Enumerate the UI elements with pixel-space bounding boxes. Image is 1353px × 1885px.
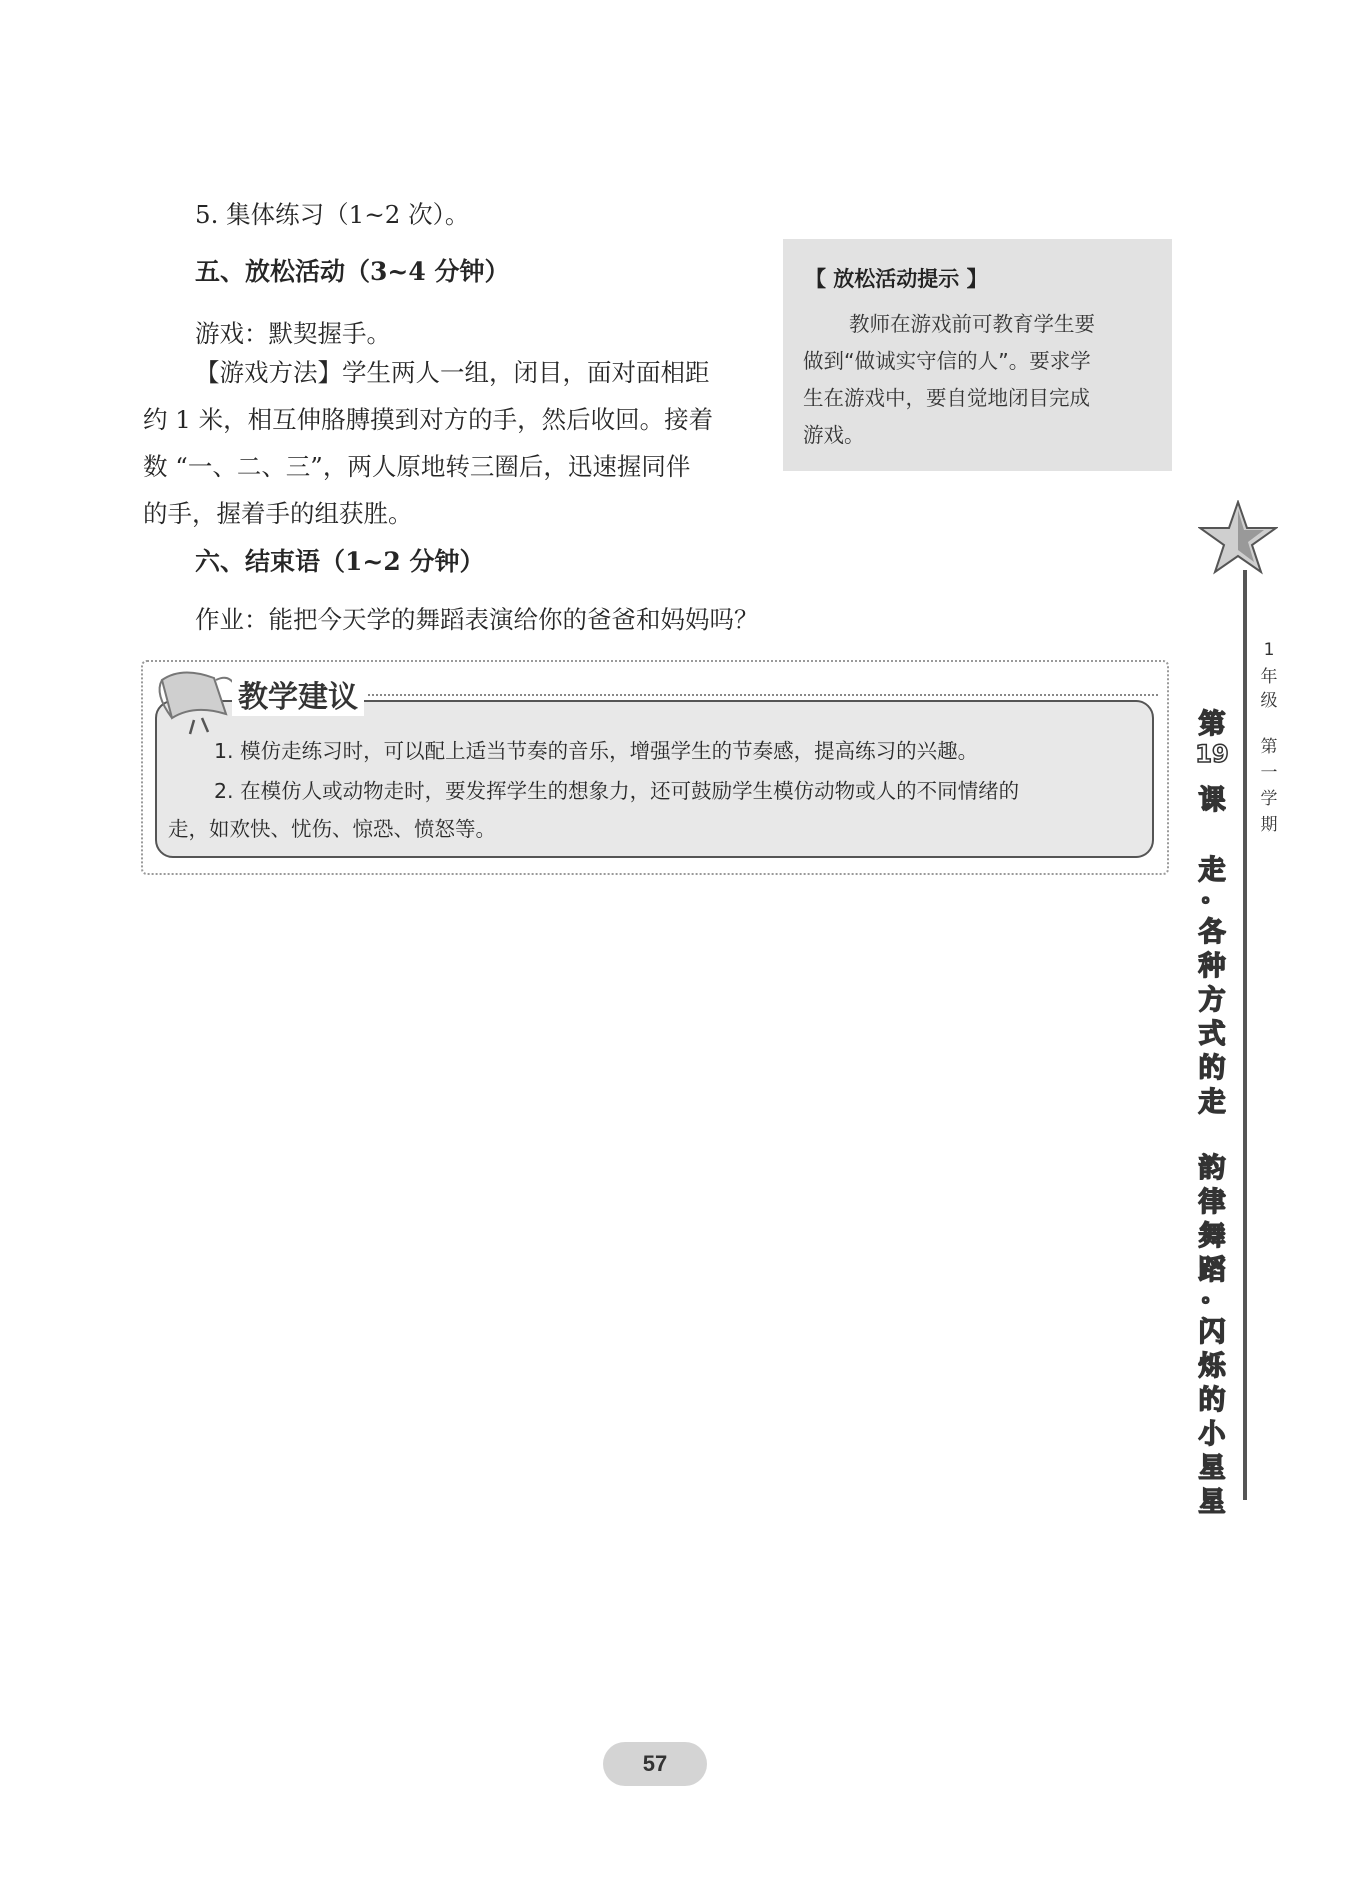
subtitle-char: 星 — [1198, 1487, 1226, 1518]
subtitle-char: 律 — [1198, 1187, 1226, 1218]
suggestion-line: 1. 模仿走练习时，可以配上适当节奏的音乐，增强学生的节奏感，提高练习的兴趣。 — [214, 739, 979, 763]
tip-title: 【 放松活动提示 】 — [805, 267, 988, 291]
grade-char: 1 — [1263, 640, 1275, 660]
section-six-title: 六、结束语（1~2 分钟） — [195, 547, 485, 576]
method-line: 的手，握着手的组获胜。 — [143, 499, 413, 528]
subtitle-char: 闪 — [1198, 1317, 1226, 1348]
tip-line: 游戏。 — [803, 423, 865, 447]
game-name: 游戏：默契握手。 — [195, 319, 391, 348]
title-char: 各 — [1198, 917, 1226, 948]
title-char: 方 — [1198, 985, 1226, 1016]
subtitle-char: 星 — [1198, 1453, 1226, 1484]
title-char: 走 — [1198, 1087, 1226, 1118]
sidebar-line — [1243, 570, 1247, 1500]
subtitle-char: 韵 — [1198, 1153, 1226, 1184]
homework-text: 作业：能把今天学的舞蹈表演给你的爸爸和妈妈吗？ — [195, 605, 759, 634]
divider — [368, 694, 1158, 696]
term-char: 学 — [1260, 789, 1278, 809]
relax-tip-box — [783, 239, 1172, 471]
lesson-char: 19 — [1195, 740, 1229, 768]
title-char: 。 — [1202, 882, 1222, 906]
method-line: 【游戏方法】学生两人一组，闭目，面对面相距 — [195, 358, 710, 387]
grade-char: 年 — [1260, 667, 1278, 687]
scroll-icon — [142, 660, 242, 740]
tip-line: 做到“做诚实守信的人”。要求学 — [803, 349, 1091, 373]
method-line: 数 “一、二、三”，两人原地转三圈后，迅速握同伴 — [143, 452, 691, 481]
title-char: 种 — [1198, 951, 1226, 982]
section-five-title: 五、放松活动（3~4 分钟） — [195, 257, 510, 286]
star-icon — [1198, 500, 1278, 576]
grade-char: 级 — [1260, 691, 1278, 711]
teaching-suggestion-title: 教学建议 — [232, 672, 364, 716]
title-char: 式 — [1198, 1019, 1226, 1050]
subtitle-char: 舞 — [1198, 1221, 1226, 1252]
suggestion-line: 走，如欢快、忧伤、惊恐、愤怒等。 — [168, 817, 496, 841]
tip-line: 生在游戏中，要自觉地闭目完成 — [803, 386, 1090, 410]
tip-line: 教师在游戏前可教育学生要 — [849, 312, 1095, 336]
subtitle-char: 的 — [1198, 1385, 1226, 1416]
page-number: 57 — [603, 1742, 707, 1786]
subtitle-char: 小 — [1198, 1419, 1226, 1450]
lesson-char: 第 — [1198, 709, 1226, 740]
subtitle-char: 。 — [1202, 1282, 1222, 1306]
term-char: 期 — [1260, 815, 1278, 835]
title-char: 走 — [1198, 855, 1226, 886]
title-char: 的 — [1198, 1053, 1226, 1084]
subtitle-char: 蹈 — [1198, 1255, 1226, 1286]
lesson-char: 课 — [1198, 785, 1226, 816]
practice-item: 5. 集体练习（1~2 次）。 — [195, 200, 470, 229]
term-char: 第 — [1260, 737, 1278, 757]
subtitle-char: 烁 — [1198, 1351, 1226, 1382]
method-line: 约 1 米，相互伸胳膊摸到对方的手，然后收回。接着 — [143, 405, 714, 434]
suggestion-line: 2. 在模仿人或动物走时，要发挥学生的想象力，还可鼓励学生模仿动物或人的不同情绪的 — [214, 779, 1020, 803]
term-char: 一 — [1260, 763, 1278, 783]
